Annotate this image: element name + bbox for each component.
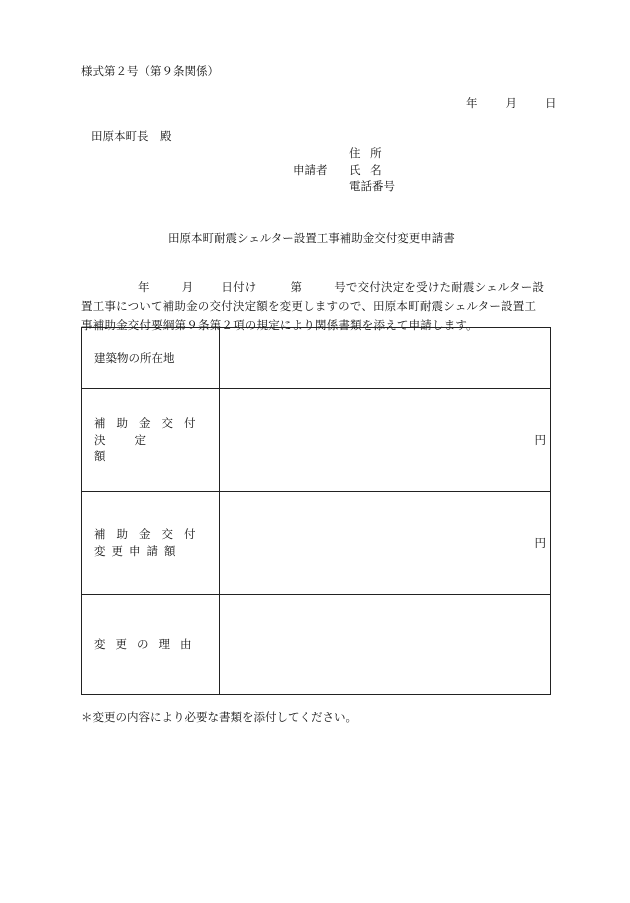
body-year: 年 [138,280,150,294]
form-number: 様式第２号（第９条関係） [81,64,219,78]
label-line: 変更の理由 [94,637,202,652]
body-line-1 [138,278,553,297]
label-line: 建築物の所在地 [94,350,175,365]
label-line: 変更申請額 [94,544,182,558]
table-row [82,328,551,389]
building-location-field[interactable] [220,328,551,389]
document-title: 田原本町耐震シェルター設置工事補助金交付変更申請書 [168,231,455,245]
applicant-phone-label: 電話番号 [349,179,395,193]
body-month: 月 [181,280,194,294]
table-row [82,595,551,695]
body-number-prefix: 第 [290,280,303,294]
body-line-2: 置工事について補助金の交付決定額を変更しますので、田原本町耐震シェルター設置工 [81,299,537,313]
applicant-name-label: 氏 名 [349,163,382,177]
date-year: 年 [466,96,478,110]
change-reason-field[interactable] [220,595,551,695]
label-change-reason [82,595,220,695]
table-row [82,389,551,492]
applicant-heading: 申請者 [293,163,328,177]
footnote: ＊変更の内容により必要な書類を添付してください。 [81,710,357,724]
subsidy-decided-amount-field[interactable] [220,389,551,492]
date-day: 日 [545,96,557,110]
label-subsidy-decided-amount [82,389,220,492]
date-month: 月 [505,96,517,110]
label-subsidy-change-amount [82,492,220,595]
date-line [466,98,557,110]
body-dated: 日付け [221,280,257,294]
applicant-address-label: 住 所 [349,146,382,160]
body-line-3: 事補助金交付要綱第９条第２項の規定により関係書類を添えて申請します。 [81,318,478,332]
label-building-location [82,328,220,389]
label-line: 決定額 [94,432,175,464]
addressee: 田原本町長 殿 [91,129,172,143]
yen-unit: 円 [534,536,546,550]
table-row [82,492,551,595]
label-line: 補助金交付 [94,415,207,430]
label-line: 補助金交付 [94,527,207,542]
subsidy-change-amount-field[interactable] [220,492,551,595]
application-table [81,327,551,695]
yen-unit: 円 [534,433,546,447]
body-line-1-rest: 号で交付決定を受けた耐震シェルター設 [334,280,545,294]
